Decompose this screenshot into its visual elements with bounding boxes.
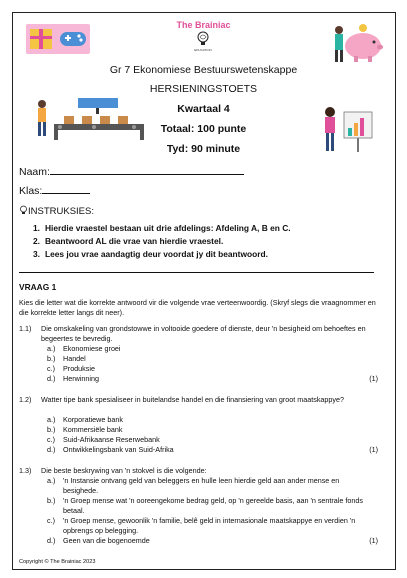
lightbulb-logo-icon	[196, 31, 210, 47]
paper-time: Tyd: 90 minute	[166, 143, 241, 155]
question-mark: (1)	[369, 536, 378, 545]
question-text: Die omskakeling van grondstowwe in voltooide goedere of dienste, deur 'n besigheid om behoeftes en begeertes te bevredig.	[41, 324, 366, 343]
name-label: Naam:	[19, 166, 50, 178]
question-number: 1.3)	[19, 466, 32, 475]
class-field[interactable]	[19, 183, 90, 197]
question-number: 1.1)	[19, 324, 32, 333]
question-mark: (1)	[369, 445, 378, 454]
name-field[interactable]	[19, 164, 244, 178]
question-text: Watter tipe bank spesialiseer in buitelandse handel en die finansiering van groot maatskappye?	[41, 395, 344, 404]
question-text: Die beste beskrywing van 'n stokvel is die volgende:	[41, 466, 207, 475]
piggy-bank-illustration	[330, 20, 384, 64]
question-number: 1.2)	[19, 395, 32, 404]
paper-title: Gr 7 Ekonomiese Bestuurswetenskappe	[109, 64, 298, 76]
instructions-heading	[19, 205, 94, 217]
name-line	[50, 164, 244, 175]
section-intro: Kies die letter wat die korrekte antwoord vir die volgende vrae verteenwoordig. (Skryf slegs die vraagnommer en die korrekte letter langs dit neer).	[19, 298, 376, 317]
brand-tagline: EDUCATION	[194, 48, 212, 52]
brand-name: The Brainiac	[176, 20, 231, 30]
class-line	[42, 183, 90, 194]
lightbulb-icon	[19, 205, 28, 215]
question-mark: (1)	[369, 374, 378, 383]
copyright-footer: Copyright © The Brainiac 2023	[19, 559, 96, 565]
instruction-item: 1. Hierdie vraestel bestaan uit drie afdelings: Afdeling A, B en C.	[33, 223, 291, 233]
instructions-list	[33, 223, 291, 262]
instructions-heading-text: INSTRUKSIES:	[28, 206, 94, 217]
factory-illustration	[34, 96, 154, 142]
class-label: Klas:	[19, 185, 43, 197]
section-heading: VRAAG 1	[19, 282, 57, 292]
section-divider	[19, 272, 374, 273]
paper-subtitle: HERSIENINGSTOETS	[149, 83, 258, 95]
paper-term: Kwartaal 4	[177, 103, 230, 115]
presenter-chart-illustration	[316, 106, 376, 156]
instruction-item: 3. Lees jou vrae aandagtig deur voordat jy dit beantwoord.	[33, 249, 268, 259]
instruction-item: 2. Beantwoord AL die vrae van hierdie vraestel.	[33, 236, 224, 246]
paper-total-marks: Totaal: 100 punte	[160, 123, 247, 135]
